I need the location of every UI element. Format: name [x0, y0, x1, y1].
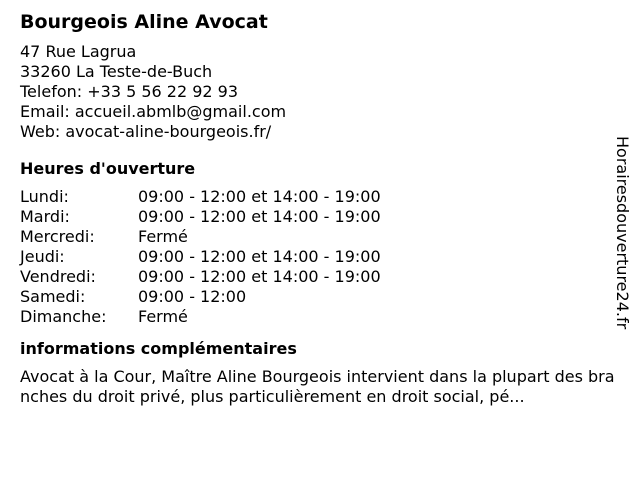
business-card — [20, 10, 620, 407]
additional-info-heading: informations complémentaires — [20, 339, 297, 358]
day-label: Jeudi: — [20, 247, 65, 266]
website-line[interactable]: Web: avocat-aline-bourgeois.fr/ — [20, 122, 272, 141]
side-watermark-link[interactable] — [612, 136, 632, 344]
day-label: Lundi: — [20, 187, 69, 206]
address-street: 47 Rue Lagrua — [20, 42, 137, 61]
hours-value: Fermé — [138, 307, 188, 326]
day-label: Vendredi: — [20, 267, 96, 286]
opening-hours-heading: Heures d'ouverture — [20, 159, 196, 178]
email-line[interactable]: Email: accueil.abmlb@gmail.com — [20, 102, 287, 121]
hours-row-sunday — [20, 307, 620, 327]
hours-value: 09:00 - 12:00 et 14:00 - 19:00 — [138, 207, 381, 226]
day-label: Mercredi: — [20, 227, 95, 246]
hours-row-tuesday — [20, 207, 620, 227]
hours-value: 09:00 - 12:00 — [138, 287, 247, 306]
hours-row-thursday — [20, 247, 620, 267]
hours-value: 09:00 - 12:00 et 14:00 - 19:00 — [138, 187, 381, 206]
additional-info-text: Avocat à la Cour, Maître Aline Bourgeois intervient dans la plupart des branches du droit privé, plus particulièrement en droit social, pé... — [20, 367, 615, 406]
phone-line[interactable]: Telefon: +33 5 56 22 92 93 — [20, 82, 239, 101]
day-label: Mardi: — [20, 207, 70, 226]
hours-row-friday — [20, 267, 620, 287]
hours-value: 09:00 - 12:00 et 14:00 - 19:00 — [138, 267, 381, 286]
contact-block — [20, 42, 620, 142]
hours-value: Fermé — [138, 227, 188, 246]
address-city: 33260 La Teste-de-Buch — [20, 62, 213, 81]
hours-row-wednesday — [20, 227, 620, 247]
business-name: Bourgeois Aline Avocat — [20, 11, 268, 33]
side-watermark-label[interactable]: Horairesdouverture24.fr — [613, 136, 632, 330]
hours-value: 09:00 - 12:00 et 14:00 - 19:00 — [138, 247, 381, 266]
hours-row-saturday — [20, 287, 620, 307]
hours-row-monday — [20, 187, 620, 207]
day-label: Dimanche: — [20, 307, 107, 326]
day-label: Samedi: — [20, 287, 86, 306]
opening-hours-table — [20, 187, 620, 327]
